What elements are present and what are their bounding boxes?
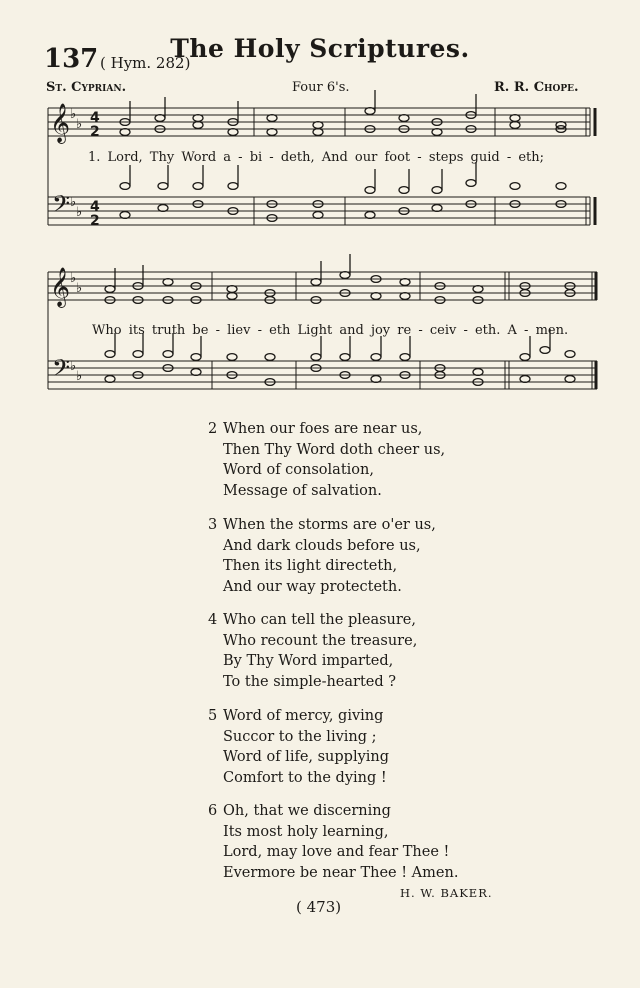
verse-line: Oh, that we discerning [223, 803, 391, 819]
verse-line: Who recount the treasure, [223, 632, 418, 649]
verse-line: Its most holy learning, [223, 823, 389, 840]
verse-line: And our way protecteth. [223, 578, 402, 595]
time-signature: 4 [90, 199, 100, 215]
tune-name: St. Cyprian. [46, 80, 127, 95]
verse-line: Comfort to the dying ! [223, 769, 387, 786]
treble-clef-icon: 𝄞 [50, 267, 71, 307]
flat-icon: ♭ [76, 369, 83, 384]
lyrics-line-2: Who its truth be - liev - eth Light and joy re - ceiv - eth. A - men. [92, 323, 569, 338]
hymn-reference: ( Hym. 282) [100, 54, 191, 72]
verse-line: Then its light directeth, [223, 558, 398, 574]
verse-5 [208, 706, 389, 788]
staff-2-bass [48, 361, 597, 389]
verse-number: 4 [208, 612, 218, 628]
composer: R. R. Chope. [494, 80, 579, 95]
flat-icon: ♭ [76, 281, 83, 296]
music-score [0, 0, 640, 400]
verse-line: Word of consolation, [223, 462, 374, 478]
flat-icon: ♭ [70, 107, 77, 122]
verse-line: Message of salvation. [223, 482, 382, 499]
flat-icon: ♭ [70, 359, 77, 374]
staff-2-treble [48, 272, 597, 300]
meter: Four 6's. [292, 80, 350, 95]
verse-line: And dark clouds before us, [223, 537, 421, 554]
verse-line: Then Thy Word doth cheer us, [223, 441, 446, 458]
flat-icon: ♭ [76, 205, 83, 220]
verse-4 [208, 610, 417, 692]
flat-icon: ♭ [70, 195, 77, 210]
author: H. W. BAKER. [400, 886, 493, 900]
verse-number: 6 [208, 803, 218, 819]
verse-line: Succor to the living ; [223, 728, 377, 745]
verse-number: 3 [208, 517, 218, 533]
verse-line: Word of life, supplying [223, 749, 390, 765]
verse-line: To the simple-hearted ? [223, 673, 397, 690]
verse-number: 5 [208, 708, 218, 724]
bass-clef-icon: 𝄢 [52, 354, 71, 387]
time-signature: 2 [90, 124, 100, 140]
verse-3 [208, 515, 436, 597]
verse-2 [208, 419, 445, 501]
verse-line: When the storms are o'er us, [223, 517, 436, 533]
verse-number: 2 [208, 421, 218, 437]
lyrics-line-1: 1. Lord, Thy Word a - bi - deth, And our foot - steps guid - eth; [88, 150, 545, 165]
hymn-number: 137 [44, 44, 99, 74]
verse-line: When our foes are near us, [223, 421, 423, 437]
time-signature: 2 [90, 213, 100, 229]
bass-clef-icon: 𝄢 [52, 190, 71, 223]
barlines-1 [254, 108, 590, 225]
verse-line: By Thy Word imparted, [223, 653, 394, 669]
verse-line: Evermore be near Thee ! Amen. [223, 864, 459, 881]
verse-6 [208, 801, 458, 883]
time-signature: 4 [90, 110, 100, 126]
flat-icon: ♭ [70, 271, 77, 286]
verse-line: Word of mercy, giving [223, 708, 384, 724]
page-number: ( 473) [296, 898, 342, 916]
treble-clef-icon: 𝄞 [50, 103, 71, 143]
verse-line: Lord, may love and fear Thee ! [223, 844, 450, 860]
page-title: The Holy Scriptures. [170, 34, 470, 63]
verse-line: Who can tell the pleasure, [223, 612, 416, 628]
flat-icon: ♭ [76, 117, 83, 132]
